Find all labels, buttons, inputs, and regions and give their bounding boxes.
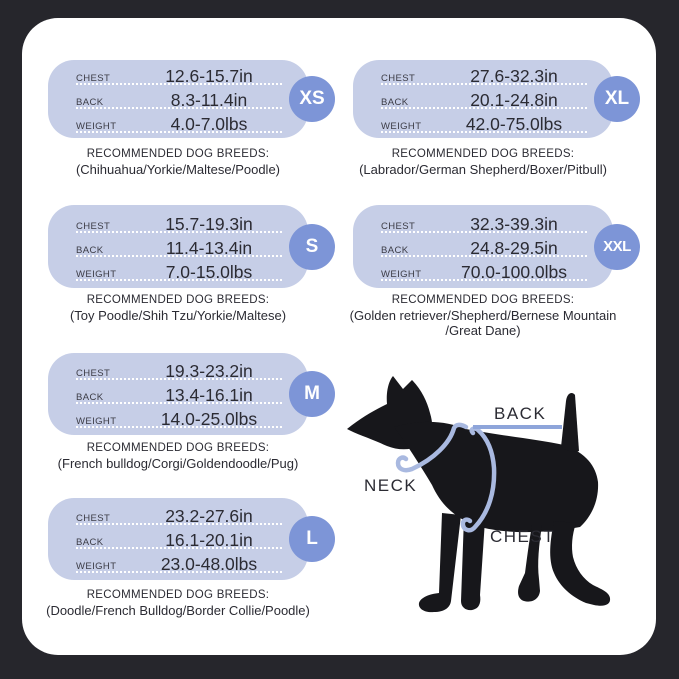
- weight-row: [76, 406, 290, 430]
- breeds-block-xs: [18, 148, 338, 177]
- size-badge-xxl: XXL: [594, 224, 640, 270]
- size-chart-panel: [22, 18, 656, 655]
- weight-row: [76, 111, 290, 135]
- back-value: 24.8-29.5in: [470, 237, 558, 258]
- size-badge-xl: XL: [594, 76, 640, 122]
- back-label: BACK: [76, 97, 104, 108]
- back-row: [381, 87, 595, 111]
- size-badge-l: L: [289, 516, 335, 562]
- dog-rear-leg: [550, 521, 610, 606]
- breeds-block-l: [18, 589, 338, 618]
- chest-row: [76, 503, 290, 527]
- weight-value: 70.0-100.0lbs: [460, 261, 568, 282]
- chest-measure-label: CHEST: [490, 527, 556, 546]
- back-row: [76, 382, 290, 406]
- back-label: BACK: [76, 392, 104, 403]
- weight-row: [381, 259, 595, 283]
- back-row: [76, 87, 290, 111]
- chest-value: 32.3-39.3in: [470, 213, 558, 234]
- recommended-heading: RECOMMENDED DOG BREEDS:: [86, 589, 270, 601]
- size-card-xl: [353, 60, 630, 138]
- weight-value: 4.0-7.0lbs: [170, 114, 248, 134]
- weight-label: WEIGHT: [381, 121, 422, 132]
- breeds-list: (French bulldog/Corgi/Goldendoodle/Pug): [57, 456, 299, 471]
- dog-measurement-diagram: [342, 365, 656, 657]
- chest-row: [76, 63, 290, 87]
- breeds-list: (Doodle/French Bulldog/Border Collie/Poodle): [46, 603, 310, 618]
- breeds-list: (Chihuahua/Yorkie/Maltese/Poodle): [75, 162, 281, 177]
- dog-tail: [561, 393, 579, 452]
- size-badge-m: M: [289, 371, 335, 417]
- chest-label: CHEST: [76, 220, 111, 232]
- size-card-m: [48, 353, 320, 435]
- back-row: [76, 235, 290, 259]
- back-label: BACK: [381, 97, 409, 108]
- chest-label: CHEST: [76, 73, 111, 84]
- weight-value: 23.0-48.0lbs: [160, 554, 258, 574]
- weight-row: [76, 551, 290, 575]
- breeds-list: (Toy Poodle/Shih Tzu/Yorkie/Maltese): [69, 308, 287, 323]
- chest-row: [76, 211, 290, 235]
- recommended-heading: RECOMMENDED DOG BREEDS:: [391, 148, 575, 160]
- chest-label: CHEST: [76, 368, 111, 379]
- chest-label: CHEST: [76, 513, 111, 524]
- breeds-block-s: [18, 294, 338, 323]
- chest-label: CHEST: [381, 220, 416, 232]
- chest-value: 12.6-15.7in: [165, 66, 253, 86]
- back-measure-label: BACK: [494, 404, 547, 423]
- weight-value: 14.0-25.0lbs: [160, 409, 258, 429]
- weight-label: WEIGHT: [381, 268, 422, 280]
- chest-row: [381, 211, 595, 235]
- back-label: BACK: [76, 244, 104, 256]
- back-value: 8.3-11.4in: [170, 90, 248, 110]
- size-badge-xs: XS: [289, 76, 335, 122]
- recommended-heading: RECOMMENDED DOG BREEDS:: [86, 442, 270, 454]
- chest-label: CHEST: [381, 73, 416, 84]
- weight-value: 42.0-75.0lbs: [465, 114, 563, 134]
- chest-row: [76, 358, 290, 382]
- weight-label: WEIGHT: [76, 416, 117, 427]
- breeds-block-xl: [323, 148, 643, 177]
- back-value: 11.4-13.4in: [165, 237, 253, 258]
- breeds-list: (Labrador/German Shepherd/Boxer/Pitbull): [359, 162, 607, 177]
- chest-row: [381, 63, 595, 87]
- dog-silhouette-illustration: [342, 365, 656, 657]
- weight-row: [76, 259, 290, 283]
- size-badge-s: S: [289, 224, 335, 270]
- back-label: BACK: [381, 244, 409, 256]
- chest-value: 27.6-32.3in: [470, 66, 558, 86]
- recommended-heading: RECOMMENDED DOG BREEDS:: [86, 148, 270, 160]
- back-value: 13.4-16.1in: [165, 385, 253, 405]
- size-card-l: [48, 498, 318, 580]
- chest-value: 19.3-23.2in: [165, 361, 253, 381]
- weight-label: WEIGHT: [76, 268, 117, 280]
- back-row: [381, 235, 595, 259]
- back-label: BACK: [76, 537, 104, 548]
- weight-label: WEIGHT: [76, 561, 117, 572]
- breeds-list: (Golden retriever/Shepherd/Bernese Mountain /Great Dane): [349, 308, 617, 338]
- size-card-xxl: [353, 205, 631, 288]
- breeds-block-xxl: [333, 294, 633, 338]
- back-row: [76, 527, 290, 551]
- back-value: 16.1-20.1in: [165, 530, 253, 550]
- neck-measure-label: NECK: [364, 476, 418, 495]
- weight-label: WEIGHT: [76, 121, 117, 132]
- chest-value: 23.2-27.6in: [165, 506, 253, 526]
- back-value: 20.1-24.8in: [470, 90, 558, 110]
- breeds-block-m: [18, 442, 338, 471]
- recommended-heading: RECOMMENDED DOG BREEDS:: [391, 294, 575, 306]
- chest-value: 15.7-19.3in: [165, 213, 253, 234]
- size-card-xs: [48, 60, 325, 138]
- recommended-heading: RECOMMENDED DOG BREEDS:: [86, 294, 270, 306]
- weight-value: 7.0-15.0lbs: [165, 261, 253, 282]
- dog-front-leg: [419, 513, 461, 612]
- weight-row: [381, 111, 595, 135]
- size-card-s: [48, 205, 319, 288]
